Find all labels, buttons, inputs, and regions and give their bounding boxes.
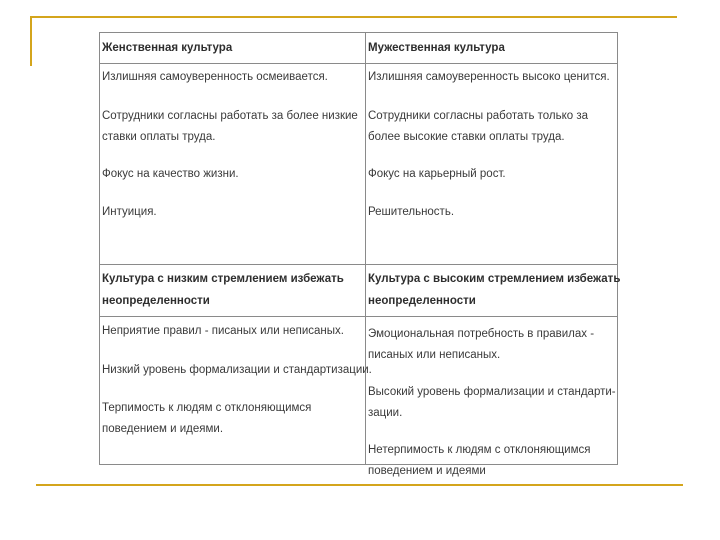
section2-right-header-cell (366, 264, 621, 316)
section2-header-row (100, 264, 621, 317)
section2-left-body-cell (100, 316, 372, 464)
high-uncertainty-avoidance-header-cont: неопределенности (368, 295, 476, 307)
list-item: Решительность. (368, 206, 455, 218)
list-item: Терпимость к людям с отклоняющимся (102, 402, 312, 414)
list-item: Излишняя самоуверенность высоко ценится. (368, 71, 610, 83)
low-uncertainty-avoidance-header-cont: неопределенности (102, 295, 210, 307)
comparison-table (99, 32, 621, 477)
low-uncertainty-avoidance-header: Культура с низким стремлением избежать (102, 273, 344, 285)
list-item: Фокус на карьерный рост. (368, 168, 506, 180)
list-item: Низкий уровень формализации и стандартизации. (102, 364, 372, 376)
section2-right-body-cell (366, 316, 617, 477)
list-item: Неприятие правил - писаных или неписаных. (102, 325, 344, 337)
section2-left-header-cell (100, 264, 366, 316)
section1-right-header-cell (366, 33, 617, 63)
list-item: Сотрудники согласны работать за более низкие (102, 110, 358, 122)
masculine-culture-header: Мужественная культура (368, 42, 505, 54)
list-item: Излишняя самоуверенность осмеивается. (102, 71, 328, 83)
section1-left-header-cell (100, 33, 366, 63)
feminine-culture-header: Женственная культура (102, 42, 233, 54)
bottom-accent-line (36, 484, 683, 486)
list-item: Нетерпимость к людям с отклоняющимся (368, 444, 591, 456)
list-item: Фокус на качество жизни. (102, 168, 239, 180)
list-item-continuation: поведением и идеями. (102, 423, 224, 435)
list-item-continuation: писаных или неписаных. (368, 349, 501, 361)
section2-body-row (100, 316, 617, 477)
list-item: Сотрудники согласны работать только за (368, 110, 589, 122)
list-item: Интуиция. (102, 206, 157, 218)
list-item-continuation: ставки оплаты труда. (102, 131, 216, 143)
list-item: Эмоциональная потребность в правилах - (368, 328, 595, 340)
section1-left-body-cell (100, 63, 366, 264)
left-accent-line (30, 16, 32, 66)
section1-right-body-cell (366, 63, 617, 264)
top-accent-line (30, 16, 677, 18)
section1-header-row (100, 33, 617, 64)
section1-body-row (100, 63, 617, 265)
list-item-continuation: более высокие ставки оплаты труда. (368, 131, 565, 143)
list-item-continuation: поведением и идеями (368, 465, 486, 477)
high-uncertainty-avoidance-header: Культура с высоким стремлением избежать (368, 273, 621, 285)
list-item-continuation: зации. (368, 407, 403, 419)
list-item: Высокий уровень формализации и стандарти- (368, 386, 616, 398)
